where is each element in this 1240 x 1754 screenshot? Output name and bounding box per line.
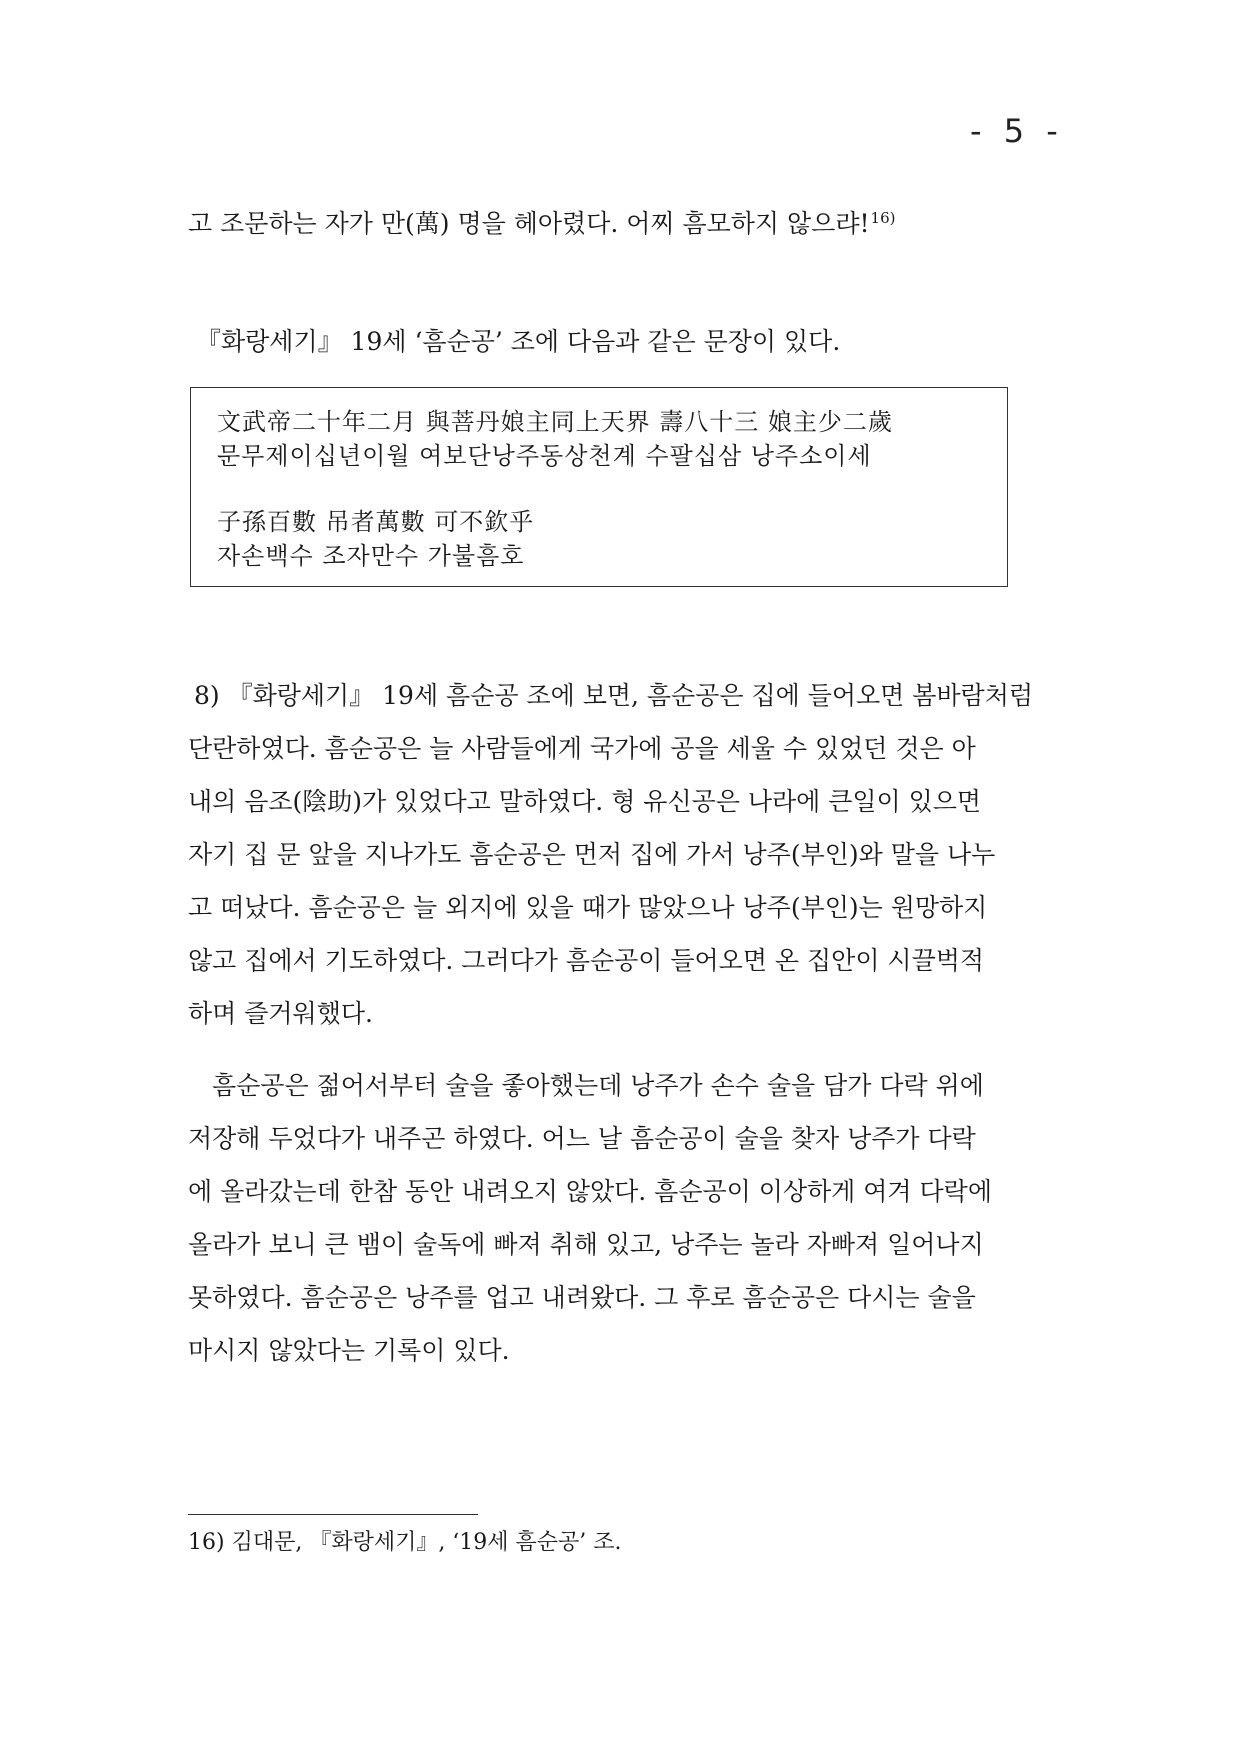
footnote-ref: 16) xyxy=(870,208,896,227)
paragraph-line: 마시지 않았다는 기록이 있다. xyxy=(188,1336,510,1365)
quote-hangul-line: 문무제이십년이월 여보단낭주동상천계 수팔십삼 낭주소이세 xyxy=(217,442,872,470)
paragraph-line: 자기 집 문 앞을 지나가도 흠순공은 먼저 집에 가서 낭주(부인)와 말을 나누 xyxy=(188,840,996,869)
paragraph-line: 단란하였다. 흠순공은 늘 사람들에게 국가에 공을 세울 수 있었던 것은 아 xyxy=(188,734,976,763)
paragraph-line: 8) 『화랑세기』 19세 흠순공 조에 보면, 흠순공은 집에 들어오면 봄바람처럼 xyxy=(194,681,1033,710)
footnote-divider xyxy=(188,1514,478,1515)
paragraph-line: 못하였다. 흠순공은 낭주를 업고 내려왔다. 그 후로 흠순공은 다시는 술을 xyxy=(188,1283,976,1312)
quote-hangul-line: 자손백수 조자만수 가불흠호 xyxy=(217,542,525,570)
paragraph-line: 않고 집에서 기도하였다. 그러다가 흠순공이 들어오면 온 집안이 시끌벅적 xyxy=(188,946,985,975)
paragraph-line: 저장해 두었다가 내주곤 하였다. 어느 날 흠순공이 술을 찾자 낭주가 다락 xyxy=(188,1124,976,1153)
lead-line xyxy=(188,204,895,240)
footnote-16: 16) 김대문, 『화랑세기』, ‘19세 흠순공’ 조. xyxy=(188,1530,622,1555)
quote-hanja-line: 文武帝二十年二月 與菩丹娘主同上天界 壽八十三 娘主少二歲 xyxy=(217,408,893,436)
paragraph-line: 올라가 보니 큰 뱀이 술독에 빠져 취해 있고, 낭주는 놀라 자빠져 일어나지 xyxy=(188,1230,984,1259)
paragraph-line: 고 떠났다. 흠순공은 늘 외지에 있을 때가 많았으나 낭주(부인)는 원망하지 xyxy=(188,893,988,922)
quote-box xyxy=(190,387,1008,587)
page-number: - 5 - xyxy=(970,112,1064,150)
paragraph-line: 하며 즐거워했다. xyxy=(188,999,373,1028)
paragraph-line: 내의 음조(陰助)가 있었다고 말하였다. 형 유신공은 나라에 큰일이 있으면 xyxy=(188,787,982,816)
intro-sentence: 『화랑세기』 19세 ‘흠순공’ 조에 다음과 같은 문장이 있다. xyxy=(196,327,841,356)
paragraph-line: 흠순공은 젊어서부터 술을 좋아했는데 낭주가 손수 술을 담가 다락 위에 xyxy=(212,1071,984,1100)
quote-hanja-line: 子孫百數 吊者萬數 可不欽乎 xyxy=(217,508,535,536)
lead-text: 고 조문하는 자가 만(萬) 명을 헤아렸다. 어찌 흠모하지 않으랴! xyxy=(188,209,870,238)
paragraph-line: 에 올라갔는데 한참 동안 내려오지 않았다. 흠순공이 이상하게 여겨 다락에 xyxy=(188,1177,992,1206)
